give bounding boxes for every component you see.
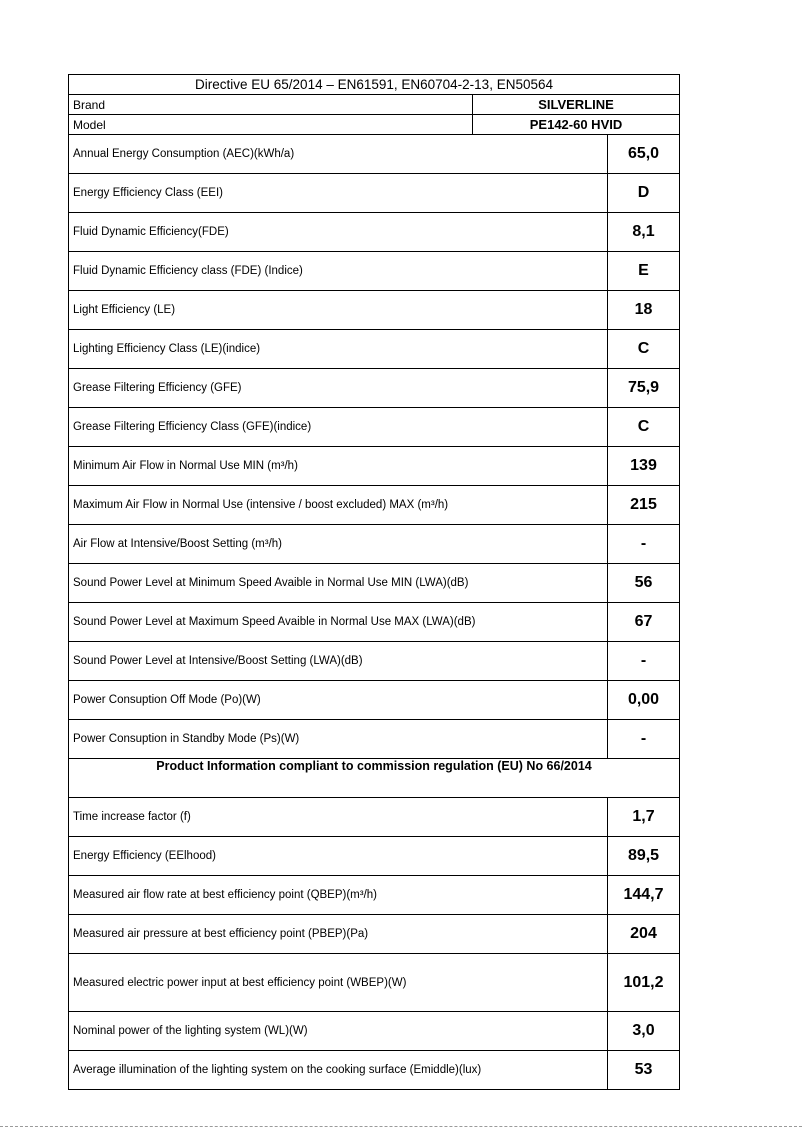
table-row (69, 486, 680, 525)
row-label: Average illumination of the lighting system on the cooking surface (Emiddle)(lux) (69, 1051, 608, 1090)
row-value: 53 (608, 1051, 680, 1090)
row-label: Fluid Dynamic Efficiency(FDE) (69, 213, 608, 252)
table-row (69, 95, 680, 115)
row-label: Energy Efficiency (EElhood) (69, 837, 608, 876)
row-value: 65,0 (608, 135, 680, 174)
row-label: Annual Energy Consumption (AEC)(kWh/a) (69, 135, 608, 174)
row-value: - (608, 642, 680, 681)
row-label: Measured electric power input at best efficiency point (WBEP)(W) (69, 954, 608, 1012)
table-row (69, 915, 680, 954)
row-label: Power Consuption Off Mode (Po)(W) (69, 681, 608, 720)
row-value: 139 (608, 447, 680, 486)
table-row (69, 213, 680, 252)
row-value: 3,0 (608, 1012, 680, 1051)
table-row (69, 135, 680, 174)
table-row (69, 75, 680, 95)
row-value: E (608, 252, 680, 291)
row-value: 0,00 (608, 681, 680, 720)
row-value: 144,7 (608, 876, 680, 915)
table-row (69, 330, 680, 369)
row-value: 8,1 (608, 213, 680, 252)
row-label: Nominal power of the lighting system (WL)(W) (69, 1012, 608, 1051)
table-row (69, 408, 680, 447)
row-value: 75,9 (608, 369, 680, 408)
row-value: 67 (608, 603, 680, 642)
row-label: Sound Power Level at Intensive/Boost Setting (LWA)(dB) (69, 642, 608, 681)
table-row (69, 876, 680, 915)
row-label: Air Flow at Intensive/Boost Setting (m³/h) (69, 525, 608, 564)
model-value: PE142-60 HVID (473, 115, 680, 135)
row-value: 18 (608, 291, 680, 330)
row-label: Light Efficiency (LE) (69, 291, 608, 330)
table-row (69, 369, 680, 408)
table-row (69, 759, 680, 798)
table-row (69, 115, 680, 135)
row-label: Measured air pressure at best efficiency point (PBEP)(Pa) (69, 915, 608, 954)
row-value: 89,5 (608, 837, 680, 876)
row-value: D (608, 174, 680, 213)
table-row (69, 642, 680, 681)
row-label: Sound Power Level at Minimum Speed Avaible in Normal Use MIN (LWA)(dB) (69, 564, 608, 603)
table-row (69, 291, 680, 330)
row-value: 1,7 (608, 798, 680, 837)
row-value: - (608, 525, 680, 564)
row-value: 204 (608, 915, 680, 954)
model-label: Model (69, 115, 473, 135)
row-value: 101,2 (608, 954, 680, 1012)
table-row (69, 447, 680, 486)
table-row (69, 252, 680, 291)
row-label: Sound Power Level at Maximum Speed Avaible in Normal Use MAX (LWA)(dB) (69, 603, 608, 642)
table-row (69, 564, 680, 603)
table-row (69, 525, 680, 564)
table-row (69, 720, 680, 759)
table-row (69, 837, 680, 876)
row-label: Fluid Dynamic Efficiency class (FDE) (Indice) (69, 252, 608, 291)
row-label: Maximum Air Flow in Normal Use (intensive / boost excluded) MAX (m³/h) (69, 486, 608, 525)
table-row (69, 1051, 680, 1090)
table-row (69, 603, 680, 642)
product-fiche-table (68, 74, 680, 1090)
row-value: C (608, 330, 680, 369)
table-row (69, 681, 680, 720)
brand-label: Brand (69, 95, 473, 115)
row-label: Measured air flow rate at best efficiency point (QBEP)(m³/h) (69, 876, 608, 915)
row-label: Grease Filtering Efficiency (GFE) (69, 369, 608, 408)
row-value: - (608, 720, 680, 759)
table-row (69, 1012, 680, 1051)
row-label: Power Consuption in Standby Mode (Ps)(W) (69, 720, 608, 759)
section-header: Product Information compliant to commission regulation (EU) No 66/2014 (69, 759, 680, 798)
row-label: Minimum Air Flow in Normal Use MIN (m³/h) (69, 447, 608, 486)
row-value: 215 (608, 486, 680, 525)
table-row (69, 954, 680, 1012)
row-label: Grease Filtering Efficiency Class (GFE)(indice) (69, 408, 608, 447)
page-bottom-edge-line (0, 1126, 802, 1127)
table-row (69, 798, 680, 837)
brand-value: SILVERLINE (473, 95, 680, 115)
row-label: Lighting Efficiency Class (LE)(indice) (69, 330, 608, 369)
row-label: Energy Efficiency Class (EEI) (69, 174, 608, 213)
row-value: 56 (608, 564, 680, 603)
row-label: Time increase factor (f) (69, 798, 608, 837)
directive-title: Directive EU 65/2014 – EN61591, EN60704-2-13, EN50564 (69, 75, 680, 95)
table-row (69, 174, 680, 213)
row-value: C (608, 408, 680, 447)
